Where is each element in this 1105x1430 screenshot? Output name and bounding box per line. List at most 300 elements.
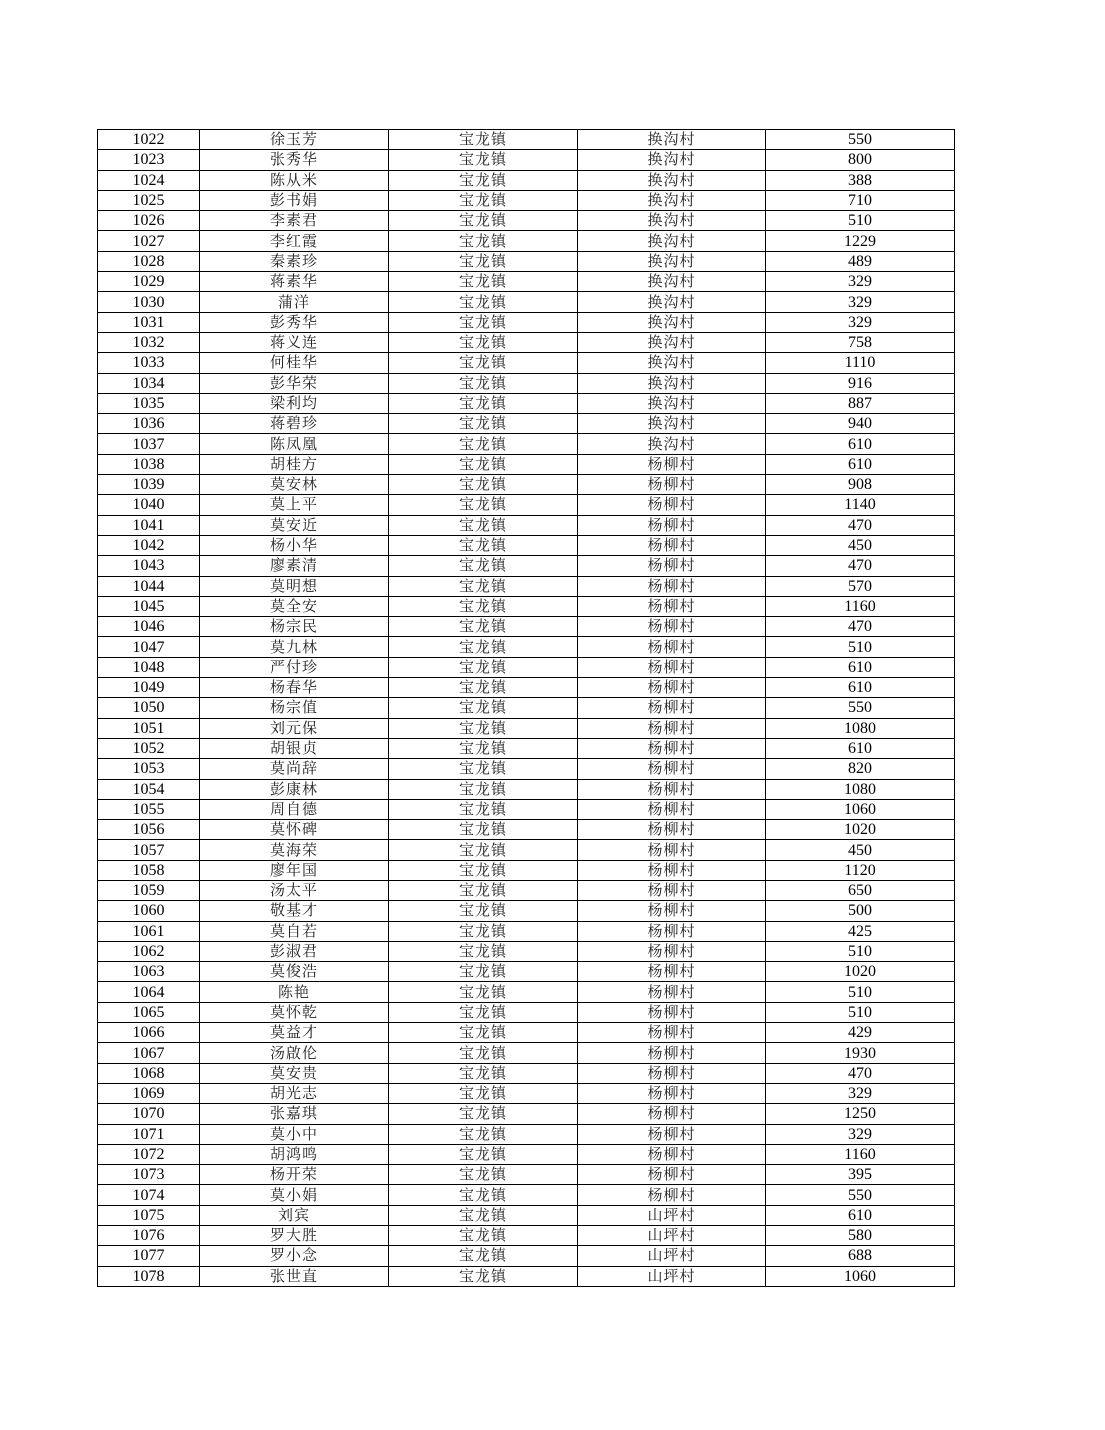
cell-id: 1038 xyxy=(98,454,200,474)
cell-amount: 550 xyxy=(766,130,955,150)
table-row xyxy=(98,1165,955,1185)
cell-name: 彭淑君 xyxy=(200,941,389,961)
cell-name: 蒋碧珍 xyxy=(200,414,389,434)
cell-amount: 1080 xyxy=(766,779,955,799)
table-row xyxy=(98,1002,955,1022)
cell-amount: 1020 xyxy=(766,962,955,982)
cell-village: 杨柳村 xyxy=(578,1063,766,1083)
cell-village: 杨柳村 xyxy=(578,535,766,555)
cell-town: 宝龙镇 xyxy=(389,941,578,961)
table-body xyxy=(98,130,955,1287)
cell-name: 莫全安 xyxy=(200,596,389,616)
table-row xyxy=(98,251,955,271)
cell-amount: 610 xyxy=(766,454,955,474)
cell-amount: 329 xyxy=(766,272,955,292)
cell-amount: 450 xyxy=(766,840,955,860)
cell-village: 杨柳村 xyxy=(578,1043,766,1063)
cell-name: 彭秀华 xyxy=(200,312,389,332)
table-row xyxy=(98,312,955,332)
cell-id: 1078 xyxy=(98,1266,200,1286)
cell-amount: 470 xyxy=(766,617,955,637)
cell-id: 1025 xyxy=(98,190,200,210)
cell-town: 宝龙镇 xyxy=(389,840,578,860)
cell-village: 杨柳村 xyxy=(578,820,766,840)
cell-amount: 329 xyxy=(766,1124,955,1144)
cell-id: 1050 xyxy=(98,698,200,718)
cell-town: 宝龙镇 xyxy=(389,576,578,596)
cell-amount: 940 xyxy=(766,414,955,434)
cell-id: 1074 xyxy=(98,1185,200,1205)
cell-amount: 1250 xyxy=(766,1104,955,1124)
cell-town: 宝龙镇 xyxy=(389,759,578,779)
cell-town: 宝龙镇 xyxy=(389,272,578,292)
cell-village: 换沟村 xyxy=(578,332,766,352)
table-row xyxy=(98,1104,955,1124)
cell-id: 1022 xyxy=(98,130,200,150)
cell-village: 杨柳村 xyxy=(578,941,766,961)
cell-town: 宝龙镇 xyxy=(389,678,578,698)
cell-name: 汤啟伦 xyxy=(200,1043,389,1063)
table-row xyxy=(98,657,955,677)
cell-id: 1031 xyxy=(98,312,200,332)
cell-id: 1054 xyxy=(98,779,200,799)
cell-amount: 887 xyxy=(766,393,955,413)
table-row xyxy=(98,779,955,799)
cell-amount: 470 xyxy=(766,515,955,535)
cell-id: 1076 xyxy=(98,1226,200,1246)
cell-amount: 820 xyxy=(766,759,955,779)
cell-village: 杨柳村 xyxy=(578,1124,766,1144)
cell-id: 1055 xyxy=(98,799,200,819)
cell-town: 宝龙镇 xyxy=(389,1246,578,1266)
table-row xyxy=(98,1144,955,1164)
cell-village: 杨柳村 xyxy=(578,962,766,982)
cell-name: 莫小娟 xyxy=(200,1185,389,1205)
cell-id: 1040 xyxy=(98,495,200,515)
table-row xyxy=(98,1226,955,1246)
table-row xyxy=(98,1124,955,1144)
cell-amount: 1160 xyxy=(766,596,955,616)
cell-amount: 429 xyxy=(766,1023,955,1043)
cell-town: 宝龙镇 xyxy=(389,921,578,941)
cell-name: 莫安贵 xyxy=(200,1063,389,1083)
cell-village: 山坪村 xyxy=(578,1266,766,1286)
cell-village: 杨柳村 xyxy=(578,1023,766,1043)
cell-amount: 1140 xyxy=(766,495,955,515)
table-row xyxy=(98,292,955,312)
cell-name: 杨宗民 xyxy=(200,617,389,637)
cell-id: 1073 xyxy=(98,1165,200,1185)
cell-name: 杨宗值 xyxy=(200,698,389,718)
cell-village: 杨柳村 xyxy=(578,515,766,535)
cell-village: 杨柳村 xyxy=(578,678,766,698)
cell-town: 宝龙镇 xyxy=(389,312,578,332)
table-row xyxy=(98,982,955,1002)
cell-name: 刘元保 xyxy=(200,718,389,738)
cell-village: 换沟村 xyxy=(578,231,766,251)
table-row xyxy=(98,799,955,819)
table-row xyxy=(98,353,955,373)
cell-name: 李红霞 xyxy=(200,231,389,251)
cell-village: 杨柳村 xyxy=(578,1002,766,1022)
cell-town: 宝龙镇 xyxy=(389,901,578,921)
cell-village: 杨柳村 xyxy=(578,596,766,616)
cell-village: 杨柳村 xyxy=(578,759,766,779)
table-row xyxy=(98,1205,955,1225)
cell-name: 陈凤凰 xyxy=(200,434,389,454)
cell-village: 杨柳村 xyxy=(578,617,766,637)
table-row xyxy=(98,414,955,434)
cell-name: 杨春华 xyxy=(200,678,389,698)
cell-name: 陈从米 xyxy=(200,170,389,190)
table-row xyxy=(98,475,955,495)
cell-village: 换沟村 xyxy=(578,312,766,332)
cell-amount: 710 xyxy=(766,190,955,210)
cell-id: 1052 xyxy=(98,738,200,758)
cell-name: 彭华荣 xyxy=(200,373,389,393)
table-row xyxy=(98,738,955,758)
cell-id: 1039 xyxy=(98,475,200,495)
cell-town: 宝龙镇 xyxy=(389,799,578,819)
cell-id: 1048 xyxy=(98,657,200,677)
cell-name: 刘宾 xyxy=(200,1205,389,1225)
cell-village: 山坪村 xyxy=(578,1205,766,1225)
cell-town: 宝龙镇 xyxy=(389,251,578,271)
cell-town: 宝龙镇 xyxy=(389,820,578,840)
cell-id: 1064 xyxy=(98,982,200,1002)
cell-amount: 758 xyxy=(766,332,955,352)
table-row xyxy=(98,150,955,170)
cell-name: 蒋义连 xyxy=(200,332,389,352)
cell-name: 莫上平 xyxy=(200,495,389,515)
table-row xyxy=(98,556,955,576)
cell-name: 莫明想 xyxy=(200,576,389,596)
cell-town: 宝龙镇 xyxy=(389,495,578,515)
cell-id: 1042 xyxy=(98,535,200,555)
cell-village: 杨柳村 xyxy=(578,1083,766,1103)
cell-name: 胡鸿鸣 xyxy=(200,1144,389,1164)
cell-id: 1037 xyxy=(98,434,200,454)
cell-town: 宝龙镇 xyxy=(389,880,578,900)
cell-name: 严付珍 xyxy=(200,657,389,677)
cell-id: 1047 xyxy=(98,637,200,657)
table-row xyxy=(98,840,955,860)
cell-amount: 329 xyxy=(766,292,955,312)
cell-town: 宝龙镇 xyxy=(389,150,578,170)
cell-name: 杨开荣 xyxy=(200,1165,389,1185)
cell-town: 宝龙镇 xyxy=(389,353,578,373)
cell-amount: 1120 xyxy=(766,860,955,880)
cell-village: 换沟村 xyxy=(578,170,766,190)
table-row xyxy=(98,130,955,150)
cell-village: 换沟村 xyxy=(578,211,766,231)
cell-town: 宝龙镇 xyxy=(389,454,578,474)
table-row xyxy=(98,211,955,231)
cell-id: 1067 xyxy=(98,1043,200,1063)
cell-name: 张嘉琪 xyxy=(200,1104,389,1124)
cell-name: 敬基才 xyxy=(200,901,389,921)
cell-id: 1051 xyxy=(98,718,200,738)
cell-town: 宝龙镇 xyxy=(389,596,578,616)
cell-name: 汤太平 xyxy=(200,880,389,900)
cell-town: 宝龙镇 xyxy=(389,373,578,393)
cell-amount: 1020 xyxy=(766,820,955,840)
cell-amount: 800 xyxy=(766,150,955,170)
cell-town: 宝龙镇 xyxy=(389,1165,578,1185)
cell-town: 宝龙镇 xyxy=(389,1043,578,1063)
cell-village: 换沟村 xyxy=(578,393,766,413)
cell-amount: 916 xyxy=(766,373,955,393)
table-row xyxy=(98,637,955,657)
cell-name: 何桂华 xyxy=(200,353,389,373)
table-row xyxy=(98,231,955,251)
cell-name: 周自德 xyxy=(200,799,389,819)
cell-town: 宝龙镇 xyxy=(389,1185,578,1205)
cell-amount: 510 xyxy=(766,211,955,231)
cell-village: 换沟村 xyxy=(578,150,766,170)
cell-town: 宝龙镇 xyxy=(389,556,578,576)
table-row xyxy=(98,272,955,292)
cell-village: 换沟村 xyxy=(578,190,766,210)
cell-amount: 395 xyxy=(766,1165,955,1185)
table-row xyxy=(98,880,955,900)
cell-village: 换沟村 xyxy=(578,292,766,312)
cell-village: 杨柳村 xyxy=(578,779,766,799)
cell-amount: 1930 xyxy=(766,1043,955,1063)
cell-name: 徐玉芳 xyxy=(200,130,389,150)
cell-amount: 1110 xyxy=(766,353,955,373)
cell-town: 宝龙镇 xyxy=(389,211,578,231)
cell-name: 莫自若 xyxy=(200,921,389,941)
table-row xyxy=(98,860,955,880)
cell-amount: 908 xyxy=(766,475,955,495)
table-row xyxy=(98,1083,955,1103)
cell-amount: 580 xyxy=(766,1226,955,1246)
table-row xyxy=(98,1266,955,1286)
cell-id: 1043 xyxy=(98,556,200,576)
cell-village: 换沟村 xyxy=(578,434,766,454)
cell-name: 陈艳 xyxy=(200,982,389,1002)
cell-id: 1045 xyxy=(98,596,200,616)
cell-village: 山坪村 xyxy=(578,1246,766,1266)
cell-amount: 1080 xyxy=(766,718,955,738)
cell-village: 山坪村 xyxy=(578,1226,766,1246)
table-row xyxy=(98,332,955,352)
cell-id: 1033 xyxy=(98,353,200,373)
table-row xyxy=(98,515,955,535)
table-row xyxy=(98,617,955,637)
table-row xyxy=(98,962,955,982)
cell-town: 宝龙镇 xyxy=(389,1023,578,1043)
cell-amount: 550 xyxy=(766,698,955,718)
cell-village: 杨柳村 xyxy=(578,1144,766,1164)
cell-town: 宝龙镇 xyxy=(389,130,578,150)
cell-amount: 688 xyxy=(766,1246,955,1266)
cell-amount: 610 xyxy=(766,657,955,677)
cell-village: 换沟村 xyxy=(578,272,766,292)
cell-id: 1060 xyxy=(98,901,200,921)
cell-town: 宝龙镇 xyxy=(389,1104,578,1124)
cell-town: 宝龙镇 xyxy=(389,332,578,352)
cell-town: 宝龙镇 xyxy=(389,190,578,210)
cell-name: 莫怀碑 xyxy=(200,820,389,840)
cell-town: 宝龙镇 xyxy=(389,535,578,555)
cell-id: 1053 xyxy=(98,759,200,779)
cell-id: 1069 xyxy=(98,1083,200,1103)
cell-town: 宝龙镇 xyxy=(389,231,578,251)
cell-id: 1062 xyxy=(98,941,200,961)
cell-town: 宝龙镇 xyxy=(389,1002,578,1022)
cell-town: 宝龙镇 xyxy=(389,1226,578,1246)
cell-name: 张世直 xyxy=(200,1266,389,1286)
cell-amount: 425 xyxy=(766,921,955,941)
cell-id: 1057 xyxy=(98,840,200,860)
cell-town: 宝龙镇 xyxy=(389,962,578,982)
cell-id: 1035 xyxy=(98,393,200,413)
cell-town: 宝龙镇 xyxy=(389,1266,578,1286)
cell-id: 1066 xyxy=(98,1023,200,1043)
cell-id: 1029 xyxy=(98,272,200,292)
table-row xyxy=(98,1023,955,1043)
cell-town: 宝龙镇 xyxy=(389,170,578,190)
cell-town: 宝龙镇 xyxy=(389,738,578,758)
cell-name: 莫安林 xyxy=(200,475,389,495)
cell-name: 杨小华 xyxy=(200,535,389,555)
cell-id: 1075 xyxy=(98,1205,200,1225)
cell-id: 1027 xyxy=(98,231,200,251)
cell-town: 宝龙镇 xyxy=(389,414,578,434)
table-row xyxy=(98,576,955,596)
cell-town: 宝龙镇 xyxy=(389,860,578,880)
cell-village: 杨柳村 xyxy=(578,738,766,758)
cell-name: 胡桂方 xyxy=(200,454,389,474)
cell-name: 罗小念 xyxy=(200,1246,389,1266)
cell-id: 1077 xyxy=(98,1246,200,1266)
cell-village: 杨柳村 xyxy=(578,576,766,596)
cell-id: 1034 xyxy=(98,373,200,393)
cell-amount: 1160 xyxy=(766,1144,955,1164)
cell-id: 1036 xyxy=(98,414,200,434)
table-row xyxy=(98,941,955,961)
cell-amount: 1060 xyxy=(766,799,955,819)
table-row xyxy=(98,434,955,454)
cell-village: 杨柳村 xyxy=(578,799,766,819)
table-row xyxy=(98,1185,955,1205)
cell-id: 1024 xyxy=(98,170,200,190)
cell-id: 1023 xyxy=(98,150,200,170)
cell-village: 杨柳村 xyxy=(578,495,766,515)
cell-id: 1049 xyxy=(98,678,200,698)
table-row xyxy=(98,820,955,840)
cell-amount: 510 xyxy=(766,941,955,961)
cell-amount: 329 xyxy=(766,312,955,332)
cell-id: 1063 xyxy=(98,962,200,982)
table-row xyxy=(98,921,955,941)
cell-id: 1068 xyxy=(98,1063,200,1083)
cell-village: 换沟村 xyxy=(578,353,766,373)
cell-amount: 650 xyxy=(766,880,955,900)
table-row xyxy=(98,454,955,474)
cell-amount: 510 xyxy=(766,982,955,1002)
cell-town: 宝龙镇 xyxy=(389,637,578,657)
cell-name: 莫小中 xyxy=(200,1124,389,1144)
table-row xyxy=(98,190,955,210)
cell-town: 宝龙镇 xyxy=(389,515,578,535)
cell-amount: 510 xyxy=(766,1002,955,1022)
cell-amount: 510 xyxy=(766,637,955,657)
cell-village: 杨柳村 xyxy=(578,718,766,738)
cell-town: 宝龙镇 xyxy=(389,393,578,413)
cell-id: 1070 xyxy=(98,1104,200,1124)
cell-village: 杨柳村 xyxy=(578,556,766,576)
cell-amount: 388 xyxy=(766,170,955,190)
cell-id: 1026 xyxy=(98,211,200,231)
cell-name: 彭书娟 xyxy=(200,190,389,210)
table-row xyxy=(98,678,955,698)
cell-village: 杨柳村 xyxy=(578,921,766,941)
table-row xyxy=(98,698,955,718)
cell-village: 杨柳村 xyxy=(578,698,766,718)
cell-name: 莫俊浩 xyxy=(200,962,389,982)
table-row xyxy=(98,373,955,393)
cell-id: 1030 xyxy=(98,292,200,312)
cell-town: 宝龙镇 xyxy=(389,657,578,677)
cell-village: 杨柳村 xyxy=(578,637,766,657)
cell-name: 莫尚辞 xyxy=(200,759,389,779)
cell-id: 1059 xyxy=(98,880,200,900)
cell-town: 宝龙镇 xyxy=(389,1144,578,1164)
cell-village: 杨柳村 xyxy=(578,880,766,900)
cell-name: 胡银贞 xyxy=(200,738,389,758)
cell-id: 1072 xyxy=(98,1144,200,1164)
cell-town: 宝龙镇 xyxy=(389,1083,578,1103)
cell-name: 莫怀乾 xyxy=(200,1002,389,1022)
cell-amount: 329 xyxy=(766,1083,955,1103)
cell-name: 廖素清 xyxy=(200,556,389,576)
cell-name: 张秀华 xyxy=(200,150,389,170)
cell-village: 杨柳村 xyxy=(578,475,766,495)
cell-town: 宝龙镇 xyxy=(389,779,578,799)
cell-village: 杨柳村 xyxy=(578,901,766,921)
cell-name: 莫九林 xyxy=(200,637,389,657)
cell-amount: 470 xyxy=(766,556,955,576)
cell-amount: 610 xyxy=(766,434,955,454)
cell-amount: 1229 xyxy=(766,231,955,251)
cell-town: 宝龙镇 xyxy=(389,1205,578,1225)
table-row xyxy=(98,393,955,413)
cell-town: 宝龙镇 xyxy=(389,718,578,738)
cell-village: 换沟村 xyxy=(578,414,766,434)
table-row xyxy=(98,170,955,190)
cell-id: 1044 xyxy=(98,576,200,596)
cell-name: 梁利均 xyxy=(200,393,389,413)
cell-village: 换沟村 xyxy=(578,251,766,271)
table-row xyxy=(98,1063,955,1083)
cell-village: 杨柳村 xyxy=(578,1185,766,1205)
cell-id: 1041 xyxy=(98,515,200,535)
cell-town: 宝龙镇 xyxy=(389,1124,578,1144)
cell-village: 换沟村 xyxy=(578,130,766,150)
cell-village: 杨柳村 xyxy=(578,982,766,1002)
cell-name: 莫安近 xyxy=(200,515,389,535)
data-table xyxy=(97,129,955,1287)
cell-amount: 500 xyxy=(766,901,955,921)
cell-amount: 610 xyxy=(766,1205,955,1225)
cell-id: 1065 xyxy=(98,1002,200,1022)
cell-amount: 610 xyxy=(766,738,955,758)
cell-village: 杨柳村 xyxy=(578,454,766,474)
cell-town: 宝龙镇 xyxy=(389,982,578,1002)
